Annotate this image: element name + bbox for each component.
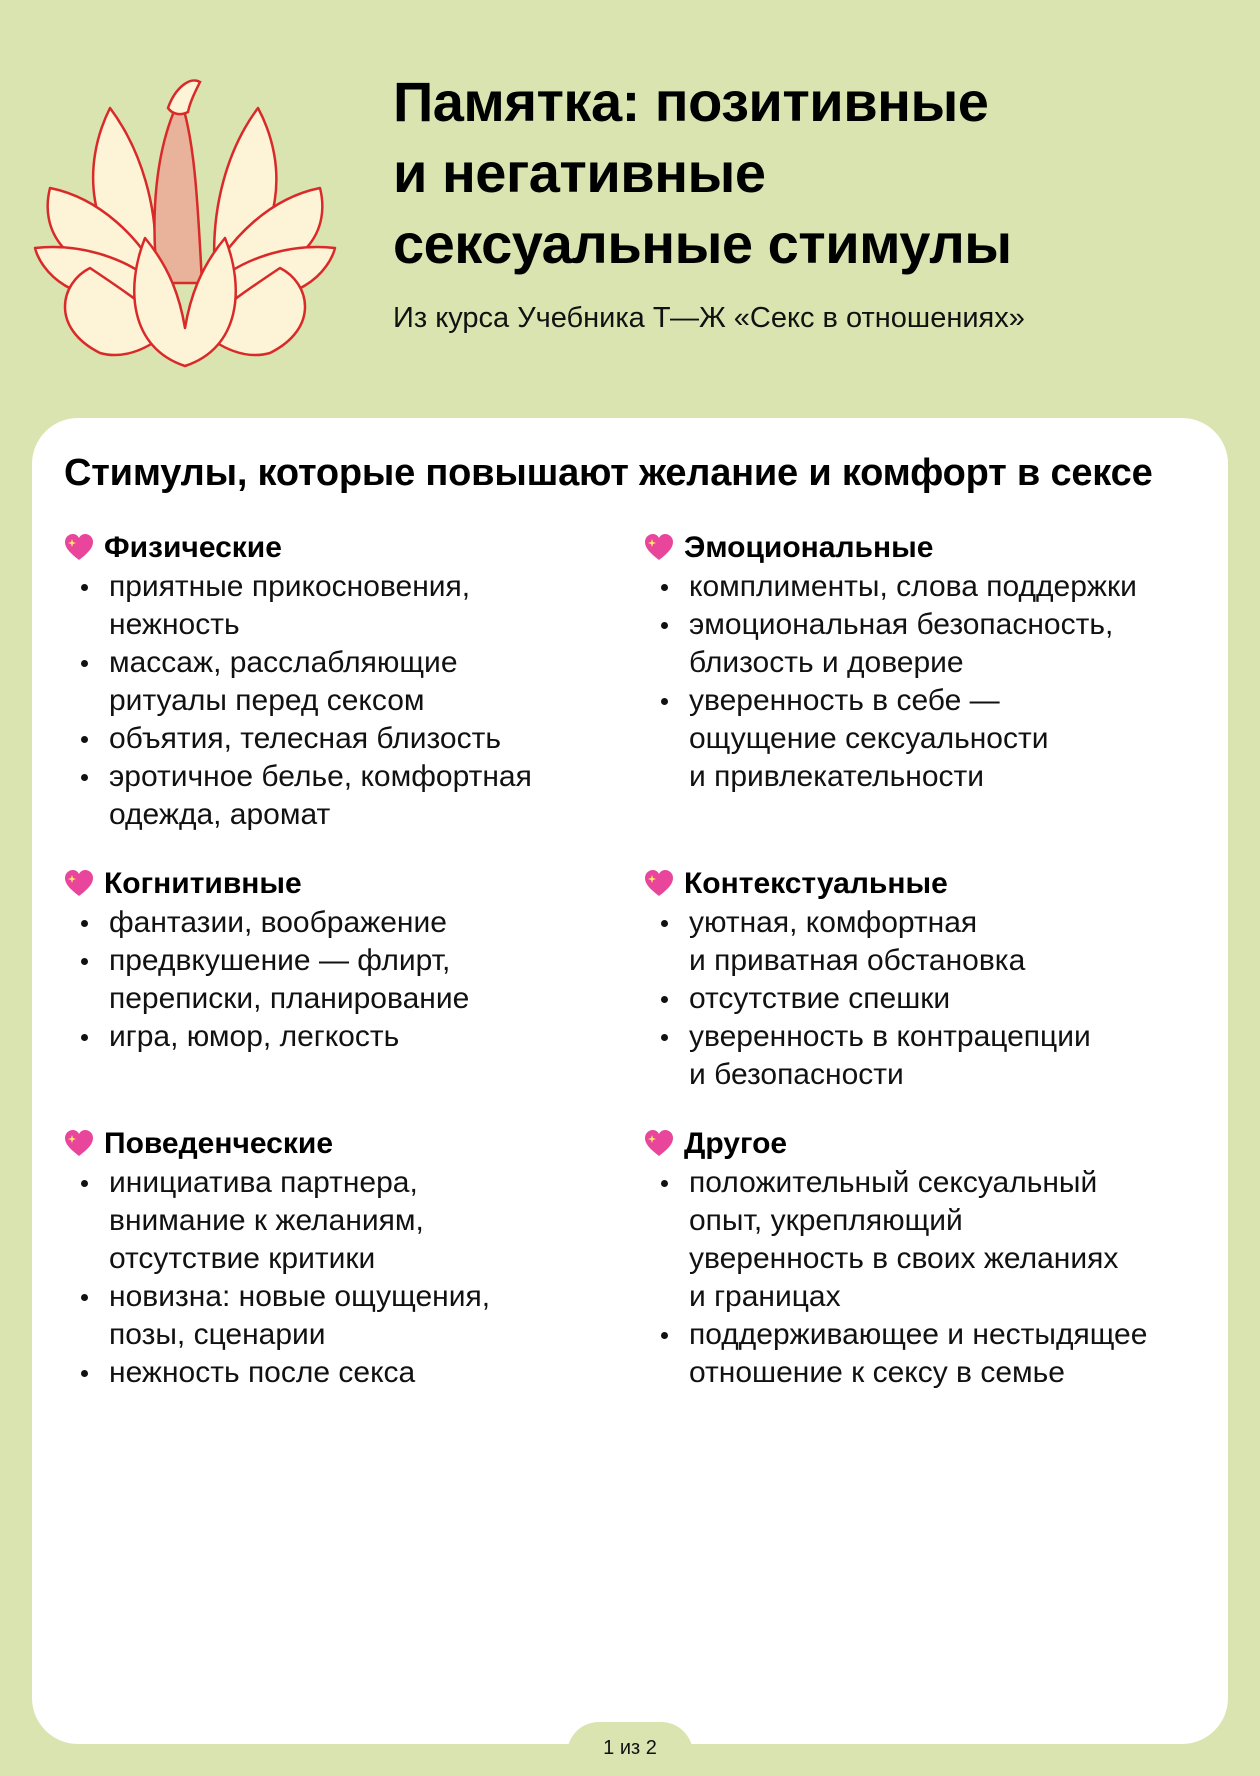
list-item-line: новизна: новые ощущения, bbox=[109, 1280, 491, 1313]
list-item-line: ритуалы перед сексом bbox=[109, 684, 425, 717]
list-item bbox=[62, 942, 632, 1018]
list-item-line: массаж, расслабляющие bbox=[109, 646, 458, 679]
list-item-line: комплименты, слова поддержки bbox=[689, 570, 1137, 603]
sparkling-heart-icon bbox=[644, 869, 674, 899]
title-line: и негативные bbox=[393, 141, 766, 204]
page-subtitle: Из курса Учебника Т—Ж «Секс в отношениях» bbox=[393, 302, 1025, 334]
list-item-line: эротичное белье, комфортная bbox=[109, 760, 532, 793]
section-heading-label: Другое bbox=[684, 1127, 788, 1160]
list-item-line: отношение к сексу в семье bbox=[689, 1356, 1065, 1389]
list-item-line: и привлекательности bbox=[689, 760, 985, 793]
section-cognitive bbox=[62, 864, 632, 1056]
section-heading-label: Когнитивные bbox=[104, 867, 302, 900]
list-item-line: отсутствие спешки bbox=[689, 982, 951, 1015]
section-heading-label: Эмоциональные bbox=[684, 531, 934, 564]
list-item bbox=[62, 1164, 632, 1278]
list-item bbox=[62, 1278, 632, 1354]
list-item-line: отсутствие критики bbox=[109, 1242, 376, 1275]
bullet-list bbox=[62, 1164, 632, 1392]
list-item bbox=[62, 1018, 632, 1056]
title-line: Памятка: позитивные bbox=[393, 70, 989, 133]
bullet-list bbox=[62, 904, 632, 1056]
list-item-line: и границах bbox=[689, 1280, 841, 1313]
list-item bbox=[62, 720, 632, 758]
list-item bbox=[642, 1316, 1212, 1392]
list-item-line: позы, сценарии bbox=[109, 1318, 326, 1351]
list-item-line: нежность bbox=[109, 608, 240, 641]
lotus-flower-icon bbox=[30, 68, 340, 368]
section-heading-label: Контекстуальные bbox=[684, 867, 948, 900]
section-heading bbox=[642, 528, 1212, 568]
sparkling-heart-icon bbox=[644, 533, 674, 563]
list-item-line: одежда, аромат bbox=[109, 798, 331, 831]
list-item-line: уверенность в контрацепции bbox=[689, 1020, 1091, 1053]
list-item-line: ощущение сексуальности bbox=[689, 722, 1049, 755]
section-heading bbox=[62, 528, 632, 568]
bullet-list bbox=[642, 1164, 1212, 1392]
list-item bbox=[642, 606, 1212, 682]
section-contextual bbox=[642, 864, 1212, 1094]
list-item bbox=[642, 1164, 1212, 1316]
list-item-line: эмоциональная безопасность, bbox=[689, 608, 1114, 641]
section-other bbox=[642, 1124, 1212, 1392]
section-heading-label: Поведенческие bbox=[104, 1127, 333, 1160]
title-line: сексуальные стимулы bbox=[393, 212, 1012, 275]
list-item bbox=[642, 568, 1212, 606]
list-item-line: близость и доверие bbox=[689, 646, 964, 679]
section-physical bbox=[62, 528, 632, 834]
section-behavioral bbox=[62, 1124, 632, 1392]
list-item bbox=[62, 904, 632, 942]
list-item-line: опыт, укрепляющий bbox=[689, 1204, 963, 1237]
list-item-line: уверенность в своих желаниях bbox=[689, 1242, 1119, 1275]
bullet-list bbox=[642, 904, 1212, 1094]
list-item-line: объятия, телесная близость bbox=[109, 722, 501, 755]
list-item bbox=[62, 644, 632, 720]
section-heading bbox=[642, 1124, 1212, 1164]
bullet-list bbox=[62, 568, 632, 834]
list-item-line: и безопасности bbox=[689, 1058, 904, 1091]
list-item-line: фантазии, воображение bbox=[109, 906, 447, 939]
page-title bbox=[393, 66, 1213, 279]
card-title: Стимулы, которые повышают желание и комфорт в сексе bbox=[64, 452, 1153, 494]
content-card bbox=[32, 418, 1228, 1744]
list-item bbox=[642, 1018, 1212, 1094]
list-item bbox=[62, 568, 632, 644]
sparkling-heart-icon bbox=[64, 869, 94, 899]
list-item-line: положительный сексуальный bbox=[689, 1166, 1098, 1199]
list-item-line: переписки, планирование bbox=[109, 982, 470, 1015]
section-emotional bbox=[642, 528, 1212, 796]
list-item-line: и приватная обстановка bbox=[689, 944, 1026, 977]
list-item bbox=[62, 758, 632, 834]
page-indicator: 1 из 2 bbox=[567, 1722, 693, 1776]
sparkling-heart-icon bbox=[64, 1129, 94, 1159]
list-item-line: нежность после секса bbox=[109, 1356, 416, 1389]
list-item-line: поддерживающее и нестыдящее bbox=[689, 1318, 1148, 1351]
bullet-list bbox=[642, 568, 1212, 796]
list-item bbox=[642, 980, 1212, 1018]
section-heading bbox=[62, 1124, 632, 1164]
list-item-line: уверенность в себе — bbox=[689, 684, 1000, 717]
list-item-line: внимание к желаниям, bbox=[109, 1204, 424, 1237]
section-heading bbox=[642, 864, 1212, 904]
section-heading bbox=[62, 864, 632, 904]
sparkling-heart-icon bbox=[644, 1129, 674, 1159]
list-item-line: предвкушение — флирт, bbox=[109, 944, 451, 977]
sparkling-heart-icon bbox=[64, 533, 94, 563]
list-item bbox=[642, 904, 1212, 980]
list-item-line: приятные прикосновения, bbox=[109, 570, 471, 603]
list-item-line: уютная, комфортная bbox=[689, 906, 978, 939]
list-item bbox=[62, 1354, 632, 1392]
section-heading-label: Физические bbox=[104, 531, 282, 564]
list-item bbox=[642, 682, 1212, 796]
list-item-line: инициатива партнера, bbox=[109, 1166, 418, 1199]
list-item-line: игра, юмор, легкость bbox=[109, 1020, 400, 1053]
